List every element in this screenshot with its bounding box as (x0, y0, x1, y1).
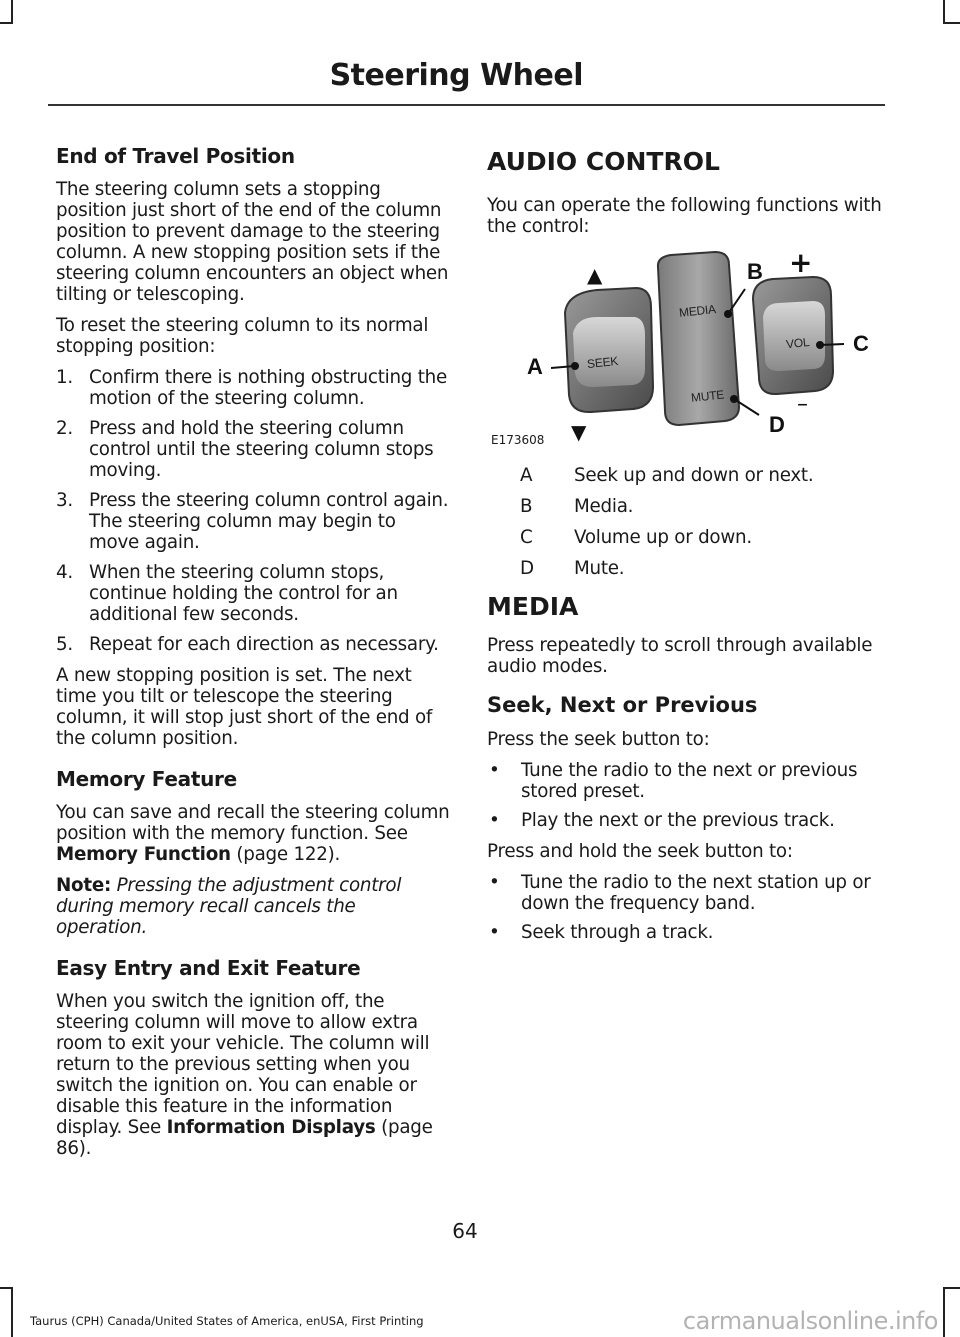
callout-label-c: C (853, 331, 869, 356)
audio-control-illustration (487, 247, 887, 447)
legend-key: A (520, 465, 533, 486)
end-of-travel-paragraph-2: To reset the steering column to its normal stopping position: (56, 315, 429, 357)
footer-edition: Taurus (CPH) Canada/United States of America, enUSA, First Printing (30, 1314, 424, 1328)
crop-mark-top-left-h (0, 22, 13, 24)
seek-paragraph-2: Press and hold the seek button to: (487, 841, 793, 862)
step-text: Confirm there is nothing obstructing the motion of the steering column. (89, 367, 447, 409)
list-item (487, 922, 887, 943)
header-divider (48, 104, 885, 106)
left-column (56, 146, 450, 1169)
media-button-label: MEDIA (678, 302, 717, 320)
volume-button-label: VOL (785, 334, 810, 352)
bullet: • (489, 872, 500, 893)
seek-button-shape (565, 288, 653, 412)
end-of-travel-paragraph-1: The steering column sets a stopping position just short of the end of the column position to prevent damage to the steering column. A new stopping position sets if the steering column encounters an object when tilting or telescoping. (56, 179, 449, 305)
audio-control-intro: You can operate the following functions with the control: (487, 195, 882, 237)
bullet-text: Seek through a track. (521, 922, 714, 943)
memory-feature-text: You can save and recall the steering column position with the memory function. See (56, 802, 450, 844)
seek-hold-list (487, 872, 887, 943)
step-text: When the steering column stops, continue holding the control for an additional few seconds. (89, 562, 398, 625)
step-number: 5. (56, 634, 73, 655)
mute-button-label: MUTE (690, 387, 725, 405)
callout-dot-b (724, 310, 732, 318)
bullet: • (489, 760, 500, 781)
note-text: Pressing the adjustment control during memory recall cancels the operation. (56, 875, 402, 938)
step-number: 2. (56, 418, 73, 439)
seek-paragraph-1: Press the seek button to: (487, 729, 710, 750)
bullet-text: Tune the radio to the next or previous stored preset. (521, 760, 858, 802)
end-of-travel-heading: End of Travel Position (56, 144, 295, 168)
crop-mark-bottom-right-v (943, 1287, 945, 1337)
callout-label-d: D (769, 412, 785, 437)
volume-plus-icon: + (789, 247, 813, 279)
legend-key: D (520, 558, 534, 579)
list-item (56, 634, 450, 655)
easy-entry-heading: Easy Entry and Exit Feature (56, 956, 361, 980)
memory-function-link[interactable]: Memory Function (56, 844, 231, 865)
step-text: Repeat for each direction as necessary. (89, 634, 439, 655)
right-column (487, 146, 887, 953)
seek-down-arrow-icon: ▼ (571, 420, 587, 444)
memory-feature-paragraph (56, 802, 450, 865)
list-item (487, 760, 887, 802)
step-number: 1. (56, 367, 73, 388)
list-item (56, 367, 450, 409)
callout-dot-d (730, 395, 738, 403)
crop-mark-top-right-h (943, 22, 960, 24)
easy-entry-text: When you switch the ignition off, the steering column will move to allow extra room to exit your vehicle. The column will return to the previous setting when you switch the ignition on. You can enable or disable this feature in the information display. See (56, 991, 430, 1138)
end-of-travel-paragraph-3: A new stopping position is set. The next time you tilt or telescope the steering column, it will stop just short of the end of the column position. (56, 665, 433, 749)
bullet-text: Play the next or the previous track. (521, 810, 835, 831)
media-heading: MEDIA (487, 592, 579, 621)
crop-mark-top-right-v (943, 0, 945, 24)
seek-heading: Seek, Next or Previous (487, 693, 758, 717)
legend-key: B (520, 496, 533, 517)
list-item (56, 562, 450, 625)
legend-key: C (520, 527, 533, 548)
step-number: 4. (56, 562, 73, 583)
legend-row (487, 465, 887, 486)
crop-mark-top-left-v (11, 0, 13, 24)
volume-minus-icon: – (797, 392, 808, 417)
bullet-text: Tune the radio to the next station up or down the frequency band. (521, 872, 871, 914)
audio-control-figure (487, 247, 887, 447)
legend-text: Mute. (574, 558, 625, 579)
crop-mark-bottom-left-v (11, 1287, 13, 1337)
bullet: • (489, 810, 500, 831)
list-item (56, 418, 450, 481)
legend-row (487, 558, 887, 579)
list-item (56, 490, 450, 553)
figure-legend (487, 465, 887, 579)
figure-id: E173608 (491, 433, 545, 447)
seek-up-arrow-icon: ▲ (587, 263, 603, 287)
list-item (487, 872, 887, 914)
page-number: 64 (452, 1219, 478, 1243)
step-text: Press and hold the steering column control until the steering column stops moving. (89, 418, 434, 481)
callout-label-a: A (527, 354, 543, 379)
callout-label-b: B (747, 259, 763, 284)
crop-mark-bottom-right-h (943, 1287, 960, 1289)
reset-steps-list (56, 367, 450, 655)
memory-note (56, 875, 450, 938)
easy-entry-paragraph (56, 991, 450, 1159)
step-text: Press the steering column control again. The steering column may begin to move again. (89, 490, 449, 553)
legend-text: Media. (574, 496, 634, 517)
memory-feature-heading: Memory Feature (56, 767, 237, 791)
watermark: carmanualsonline.info (682, 1307, 938, 1335)
audio-control-heading: AUDIO CONTROL (487, 147, 720, 176)
callout-dot-c (816, 341, 824, 349)
volume-button-shape (753, 277, 833, 394)
information-displays-link[interactable]: Information Displays (166, 1117, 376, 1138)
legend-text: Seek up and down or next. (574, 465, 814, 486)
crop-mark-bottom-left-h (0, 1287, 13, 1289)
media-paragraph: Press repeatedly to scroll through available audio modes. (487, 635, 873, 677)
seek-press-list (487, 760, 887, 831)
page-title: Steering Wheel (329, 58, 583, 93)
list-item (487, 810, 887, 831)
easy-entry-page-ref: (page 86). (56, 1117, 433, 1159)
memory-feature-page-ref: (page 122). (230, 844, 341, 865)
callout-dot-a (571, 362, 579, 370)
legend-row (487, 527, 887, 548)
step-number: 3. (56, 490, 73, 511)
bullet: • (489, 922, 500, 943)
seek-button-label: SEEK (586, 353, 619, 372)
legend-text: Volume up or down. (574, 527, 752, 548)
note-label: Note: (56, 875, 112, 896)
legend-row (487, 496, 887, 517)
